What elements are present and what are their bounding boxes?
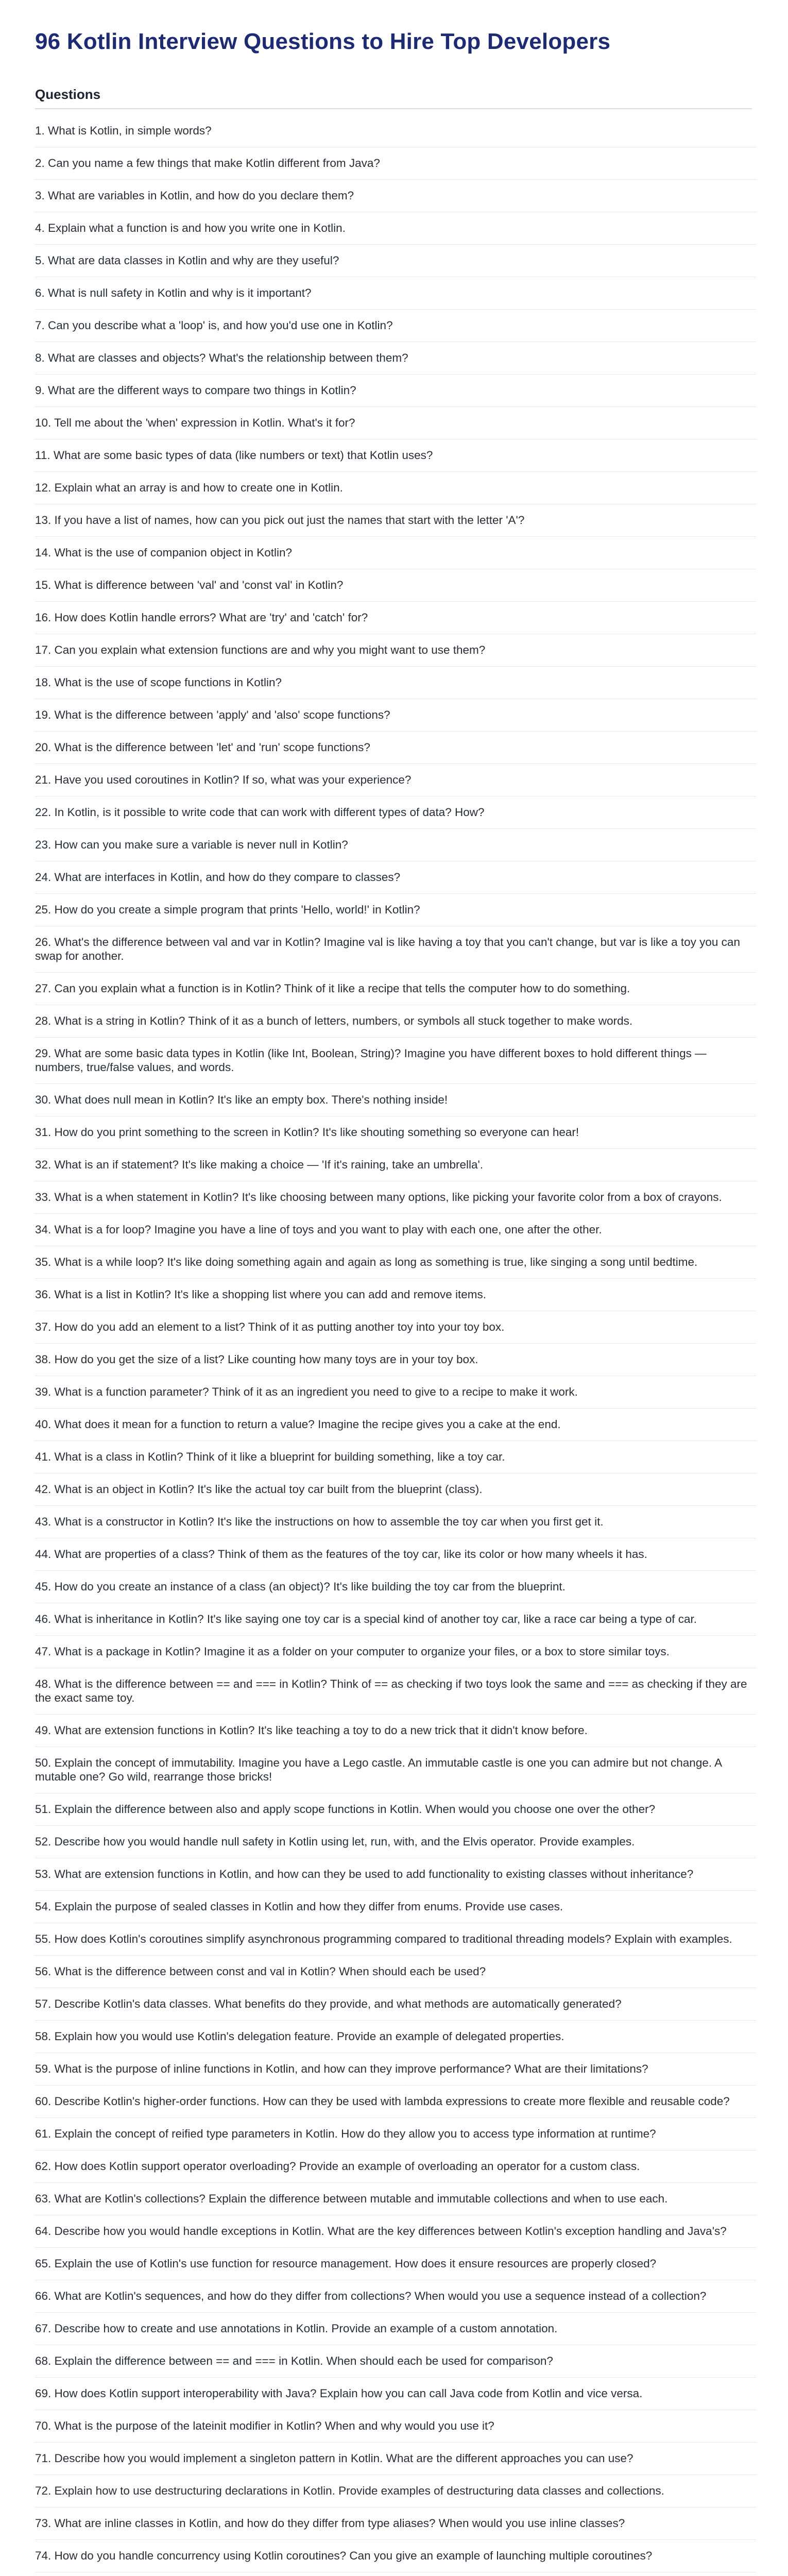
question-item: 31. How do you print something to the screen in Kotlin? It's like shouting something so everyone can hear! bbox=[35, 1125, 756, 1149]
question-item: 39. What is a function parameter? Think of it as an ingredient you need to give to a recipe to make it work. bbox=[35, 1385, 756, 1409]
question-item: 40. What does it mean for a function to return a value? Imagine the recipe gives you a cake at the end. bbox=[35, 1417, 756, 1441]
question-item: 74. How do you handle concurrency using Kotlin coroutines? Can you give an example of launching multiple coroutines? bbox=[35, 2549, 756, 2572]
question-item: 62. How does Kotlin support operator overloading? Provide an example of overloading an operator for a custom class. bbox=[35, 2159, 756, 2183]
question-item: 27. Can you explain what a function is in Kotlin? Think of it like a recipe that tells the computer how to do something. bbox=[35, 981, 756, 1005]
question-item: 73. What are inline classes in Kotlin, and how do they differ from type aliases? When would you use inline classes? bbox=[35, 2516, 756, 2540]
question-item: 54. Explain the purpose of sealed classes in Kotlin and how they differ from enums. Provide use cases. bbox=[35, 1900, 756, 1923]
question-item: 22. In Kotlin, is it possible to write code that can work with different types of data? How? bbox=[35, 805, 756, 829]
question-item: 23. How can you make sure a variable is never null in Kotlin? bbox=[35, 838, 756, 861]
question-item: 15. What is difference between 'val' and 'const val' in Kotlin? bbox=[35, 578, 756, 602]
question-item: 45. How do you create an instance of a class (an object)? It's like building the toy car from the blueprint. bbox=[35, 1580, 756, 1603]
question-item: 37. How do you add an element to a list? Think of it as putting another toy into your toy box. bbox=[35, 1320, 756, 1344]
question-item: 44. What are properties of a class? Think of them as the features of the toy car, like its color or how many wheels it has. bbox=[35, 1547, 756, 1571]
question-item: 46. What is inheritance in Kotlin? It's like saying one toy car is a special kind of another toy car, like a race car being a type of car. bbox=[35, 1612, 756, 1636]
question-item: 42. What is an object in Kotlin? It's like the actual toy car built from the blueprint (class). bbox=[35, 1482, 756, 1506]
question-item: 35. What is a while loop? It's like doing something again and again as long as something is true, like singing a song until bedtime. bbox=[35, 1255, 756, 1279]
question-item: 14. What is the use of companion object in Kotlin? bbox=[35, 546, 756, 569]
question-item: 51. Explain the difference between also and apply scope functions in Kotlin. When would you choose one over the other? bbox=[35, 1802, 756, 1826]
question-item: 24. What are interfaces in Kotlin, and how do they compare to classes? bbox=[35, 870, 756, 894]
question-item: 72. Explain how to use destructuring declarations in Kotlin. Provide examples of destructuring data classes and collections. bbox=[35, 2484, 756, 2507]
question-item: 63. What are Kotlin's collections? Explain the difference between mutable and immutable collections and when to use each. bbox=[35, 2192, 756, 2215]
question-item: 48. What is the difference between == and === in Kotlin? Think of == as checking if two toys look the same and === as checking if they are the exact same toy. bbox=[35, 1677, 756, 1715]
question-item: 57. Describe Kotlin's data classes. What benefits do they provide, and what methods are automatically generated? bbox=[35, 1997, 756, 2021]
section-divider bbox=[35, 108, 752, 109]
question-item: 33. What is a when statement in Kotlin? It's like choosing between many options, like picking your favorite color from a box of crayons. bbox=[35, 1190, 756, 1214]
question-item: 26. What's the difference between val and var in Kotlin? Imagine val is like having a toy that you can't change, but var is like a toy you can swap for another. bbox=[35, 935, 756, 973]
question-item: 16. How does Kotlin handle errors? What are 'try' and 'catch' for? bbox=[35, 611, 756, 634]
question-item: 25. How do you create a simple program that prints 'Hello, world!' in Kotlin? bbox=[35, 903, 756, 926]
question-item: 2. Can you name a few things that make Kotlin different from Java? bbox=[35, 156, 756, 180]
question-item: 50. Explain the concept of immutability. Imagine you have a Lego castle. An immutable castle is one you can admire but not change. A mutable one? Go wild, rearrange those bricks! bbox=[35, 1756, 756, 1793]
page-title: 96 Kotlin Interview Questions to Hire Top Developers bbox=[35, 29, 611, 54]
question-item: 18. What is the use of scope functions in Kotlin? bbox=[35, 675, 756, 699]
question-item: 41. What is a class in Kotlin? Think of it like a blueprint for building something, like a toy car. bbox=[35, 1450, 756, 1473]
question-item: 20. What is the difference between 'let' and 'run' scope functions? bbox=[35, 740, 756, 764]
question-item: 8. What are classes and objects? What's the relationship between them? bbox=[35, 351, 756, 375]
question-item: 10. Tell me about the 'when' expression in Kotlin. What's it for? bbox=[35, 416, 756, 439]
question-item: 60. Describe Kotlin's higher-order functions. How can they be used with lambda expressions to create more flexible and reusable code? bbox=[35, 2094, 756, 2118]
question-item: 64. Describe how you would handle exceptions in Kotlin. What are the key differences between Kotlin's exception handling and Java's? bbox=[35, 2224, 756, 2248]
question-item: 7. Can you describe what a 'loop' is, and how you'd use one in Kotlin? bbox=[35, 318, 756, 342]
question-item: 69. How does Kotlin support interoperability with Java? Explain how you can call Java code from Kotlin and vice versa. bbox=[35, 2386, 756, 2410]
question-item: 32. What is an if statement? It's like making a choice — 'If it's raining, take an umbrella'. bbox=[35, 1158, 756, 1181]
question-item: 65. Explain the use of Kotlin's use function for resource management. How does it ensure resources are properly closed? bbox=[35, 2257, 756, 2280]
question-item: 58. Explain how you would use Kotlin's delegation feature. Provide an example of delegated properties. bbox=[35, 2029, 756, 2053]
question-item: 6. What is null safety in Kotlin and why is it important? bbox=[35, 286, 756, 310]
question-item: 17. Can you explain what extension functions are and why you might want to use them? bbox=[35, 643, 756, 667]
question-item: 47. What is a package in Kotlin? Imagine it as a folder on your computer to organize your files, or a box to store similar toys. bbox=[35, 1645, 756, 1668]
question-item: 38. How do you get the size of a list? Like counting how many toys are in your toy box. bbox=[35, 1352, 756, 1376]
question-list bbox=[35, 124, 756, 2576]
question-item: 29. What are some basic data types in Kotlin (like Int, Boolean, String)? Imagine you have different boxes to hold different things — numbers, true/false values, and words. bbox=[35, 1046, 756, 1084]
question-item: 43. What is a constructor in Kotlin? It's like the instructions on how to assemble the toy car when you first get it. bbox=[35, 1515, 756, 1538]
question-item: 34. What is a for loop? Imagine you have a line of toys and you want to play with each one, one after the other. bbox=[35, 1223, 756, 1246]
question-item: 49. What are extension functions in Kotlin? It's like teaching a toy to do a new trick that it didn't know before. bbox=[35, 1723, 756, 1747]
question-item: 61. Explain the concept of reified type parameters in Kotlin. How do they allow you to access type information at runtime? bbox=[35, 2127, 756, 2150]
section-heading: Questions bbox=[35, 87, 101, 102]
question-item: 30. What does null mean in Kotlin? It's like an empty box. There's nothing inside! bbox=[35, 1093, 756, 1116]
question-item: 68. Explain the difference between == and === in Kotlin. When should each be used for comparison? bbox=[35, 2354, 756, 2378]
question-item: 28. What is a string in Kotlin? Think of it as a bunch of letters, numbers, or symbols all stuck together to make words. bbox=[35, 1014, 756, 1038]
question-item: 1. What is Kotlin, in simple words? bbox=[35, 124, 756, 147]
question-item: 59. What is the purpose of inline functions in Kotlin, and how can they improve performance? What are their limitations? bbox=[35, 2062, 756, 2086]
question-item: 11. What are some basic types of data (like numbers or text) that Kotlin uses? bbox=[35, 448, 756, 472]
question-item: 56. What is the difference between const and val in Kotlin? When should each be used? bbox=[35, 1964, 756, 1988]
question-item: 3. What are variables in Kotlin, and how do you declare them? bbox=[35, 189, 756, 212]
question-item: 52. Describe how you would handle null safety in Kotlin using let, run, with, and the Elvis operator. Provide examples. bbox=[35, 1835, 756, 1858]
question-item: 21. Have you used coroutines in Kotlin? If so, what was your experience? bbox=[35, 773, 756, 796]
question-item: 71. Describe how you would implement a singleton pattern in Kotlin. What are the different approaches you can use? bbox=[35, 2451, 756, 2475]
question-item: 13. If you have a list of names, how can you pick out just the names that start with the letter 'A'? bbox=[35, 513, 756, 537]
question-item: 5. What are data classes in Kotlin and why are they useful? bbox=[35, 253, 756, 277]
question-item: 70. What is the purpose of the lateinit modifier in Kotlin? When and why would you use it? bbox=[35, 2419, 756, 2443]
question-item: 9. What are the different ways to compare two things in Kotlin? bbox=[35, 383, 756, 407]
question-item: 53. What are extension functions in Kotlin, and how can they be used to add functionality to existing classes without inheritance? bbox=[35, 1867, 756, 1891]
question-item: 55. How does Kotlin's coroutines simplify asynchronous programming compared to traditional threading models? Explain with examples. bbox=[35, 1932, 756, 1956]
question-item: 67. Describe how to create and use annotations in Kotlin. Provide an example of a custom annotation. bbox=[35, 2321, 756, 2345]
question-item: 4. Explain what a function is and how you write one in Kotlin. bbox=[35, 221, 756, 245]
question-item: 66. What are Kotlin's sequences, and how do they differ from collections? When would you use a sequence instead of a collection? bbox=[35, 2289, 756, 2313]
question-item: 36. What is a list in Kotlin? It's like a shopping list where you can add and remove items. bbox=[35, 1287, 756, 1311]
question-item: 12. Explain what an array is and how to create one in Kotlin. bbox=[35, 481, 756, 504]
question-item: 19. What is the difference between 'apply' and 'also' scope functions? bbox=[35, 708, 756, 732]
